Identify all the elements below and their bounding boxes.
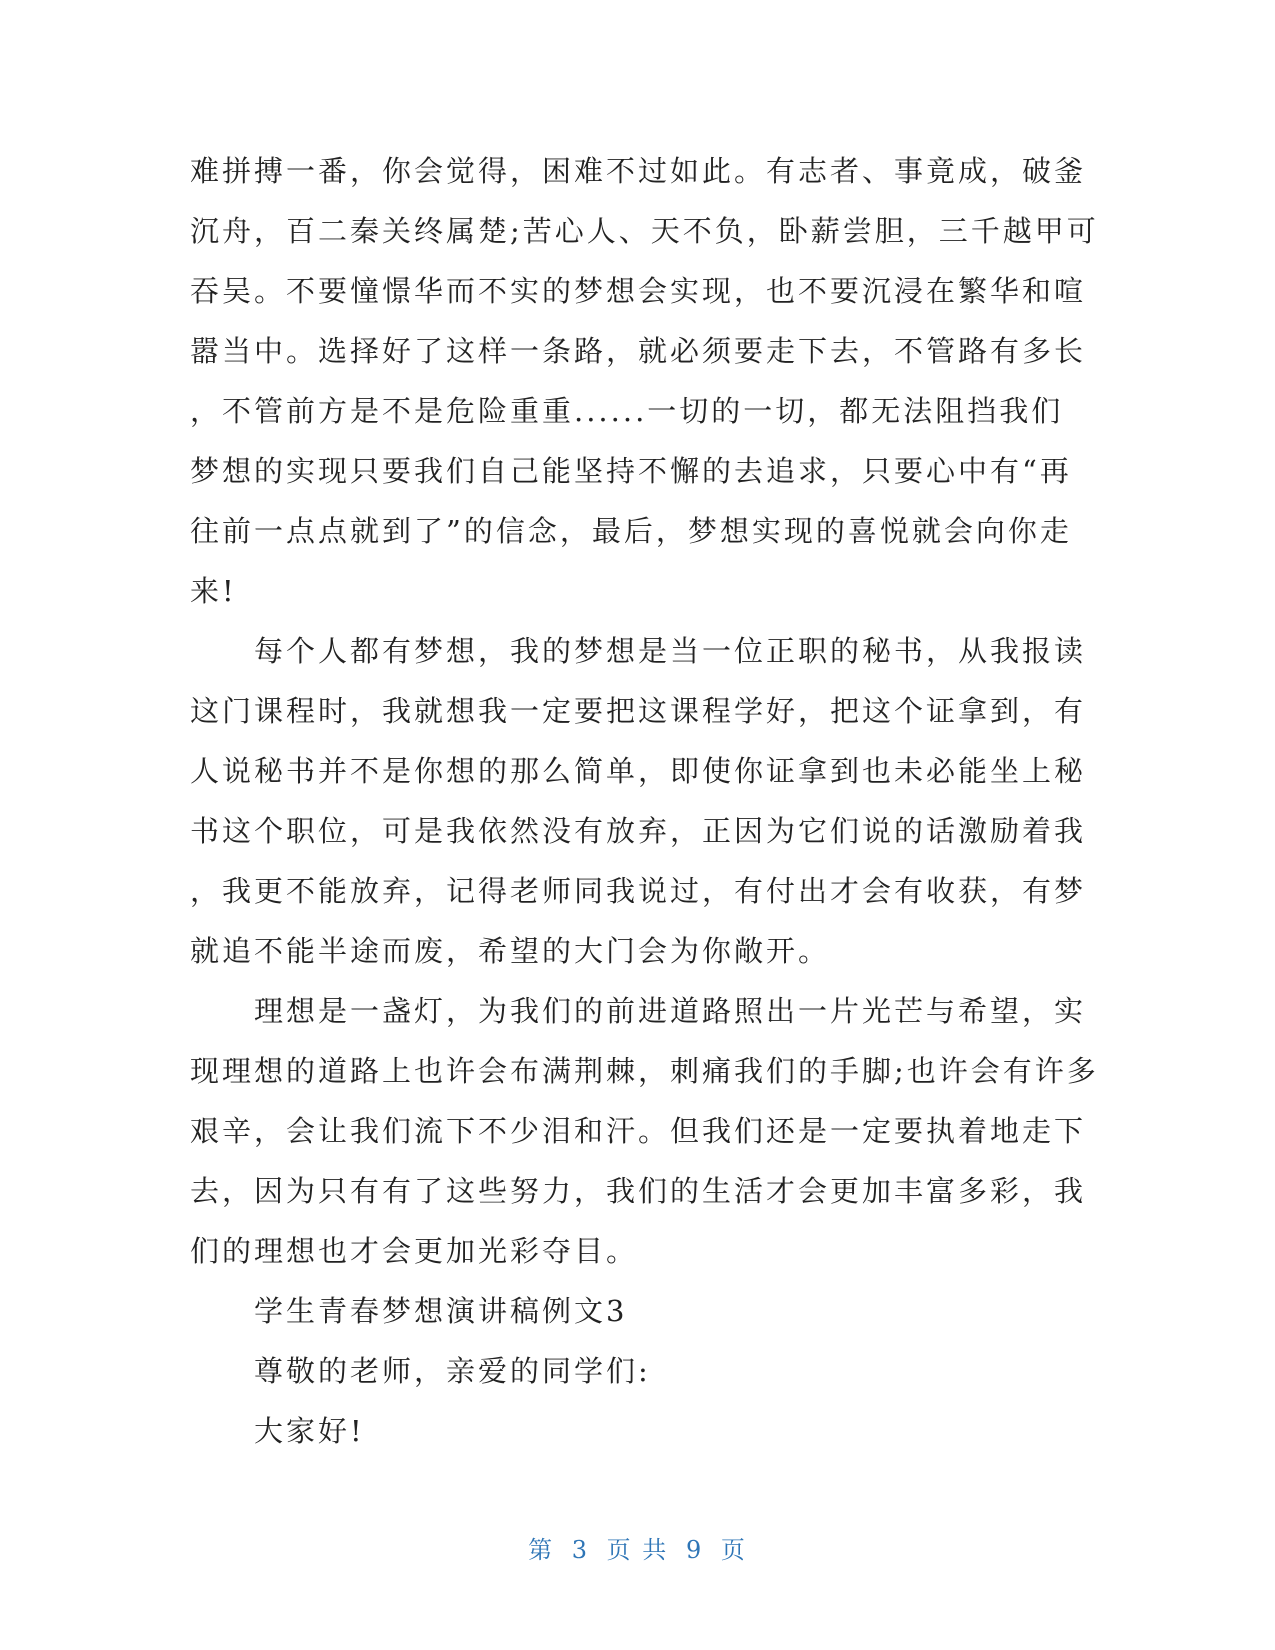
- text-line: 就追不能半途而废，希望的大门会为你敞开。: [190, 934, 831, 968]
- text-line: 沉舟，百二秦关终属楚;苦心人、天不负，卧薪尝胆，三千越甲可: [190, 214, 1099, 248]
- page-total-number: 9: [685, 1536, 704, 1564]
- page-label-middle: 页 共: [606, 1536, 669, 1564]
- text-line: 往前一点点就到了”的信念，最后，梦想实现的喜悦就会向你走: [190, 514, 1072, 548]
- text-line: 这门课程时，我就想我一定要把这课程学好，把这个证拿到，有: [190, 694, 1087, 728]
- text-line: 每个人都有梦想，我的梦想是当一位正职的秘书，从我报读: [190, 634, 1087, 668]
- text-line: 梦想的实现只要我们自己能坚持不懈的去追求，只要心中有“再: [190, 454, 1072, 488]
- section-title: 学生青春梦想演讲稿例文3: [190, 1294, 628, 1328]
- page-label-prefix: 第: [528, 1536, 555, 1564]
- text-line: 人说秘书并不是你想的那么简单，即使你证拿到也未必能坐上秘: [190, 754, 1087, 788]
- text-line: 来!: [190, 574, 237, 608]
- text-line: 书这个职位，可是我依然没有放弃，正因为它们说的话激励着我: [190, 814, 1087, 848]
- text-line: 去，因为只有有了这些努力，我们的生活才会更加丰富多彩，我: [190, 1174, 1087, 1208]
- salutation: 尊敬的老师，亲爱的同学们:: [190, 1354, 651, 1388]
- text-line: 嚣当中。选择好了这样一条路，就必须要走下去，不管路有多长: [190, 334, 1087, 368]
- text-line: 们的理想也才会更加光彩夺目。: [190, 1234, 639, 1268]
- text-line: 艰辛，会让我们流下不少泪和汗。但我们还是一定要执着地走下: [190, 1114, 1087, 1148]
- page-current-number: 3: [571, 1536, 590, 1564]
- text-line: 理想是一盏灯，为我们的前进道路照出一片光芒与希望，实: [190, 994, 1087, 1028]
- document-body: [190, 141, 1099, 1461]
- text-line: 难拼搏一番，你会觉得，困难不过如此。有志者、事竟成，破釜: [190, 154, 1087, 188]
- page-footer: [0, 1530, 1275, 1565]
- text-line: ，不管前方是不是危险重重......一切的一切，都无法阻挡我们: [190, 394, 1064, 428]
- greeting: 大家好!: [190, 1414, 365, 1448]
- text-line: 现理想的道路上也许会布满荆棘，刺痛我们的手脚;也许会有许多: [190, 1054, 1099, 1088]
- text-line: 吞吴。不要憧憬华而不实的梦想会实现，也不要沉浸在繁华和喧: [190, 274, 1087, 308]
- text-line: ，我更不能放弃，记得老师同我说过，有付出才会有收获，有梦: [190, 874, 1087, 908]
- page-label-suffix: 页: [720, 1536, 747, 1564]
